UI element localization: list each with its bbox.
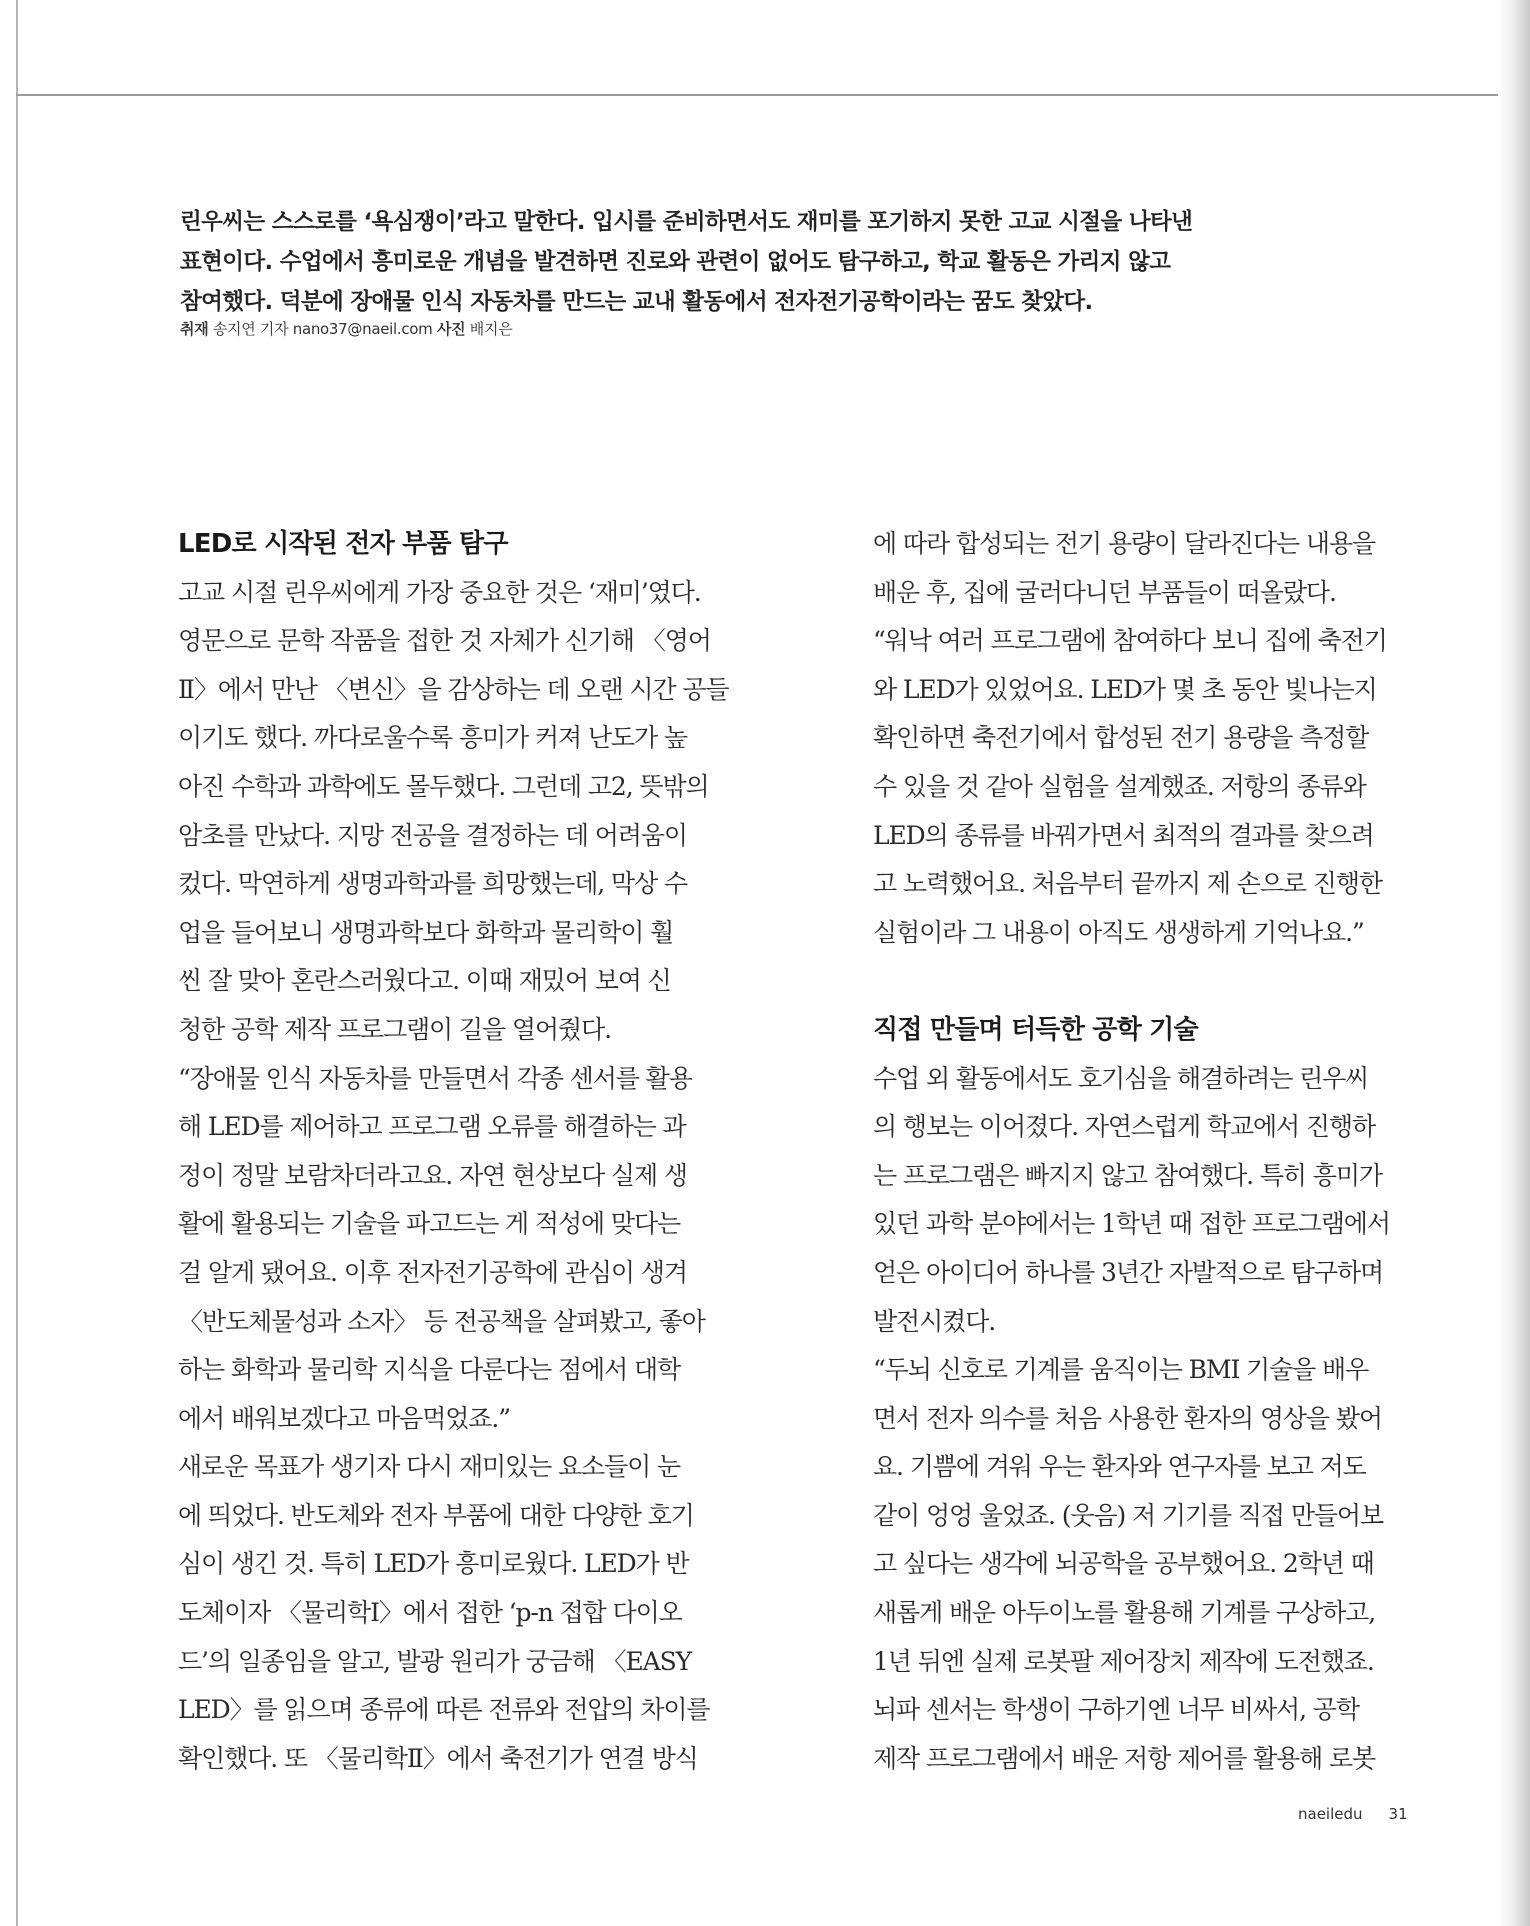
page-footer [1298,1805,1408,1823]
intro-line: 참여했다. 덕분에 장애물 인식 자동차를 만드는 교내 활동에서 전자전기공학이라는 꿈도 찾았다. [180,289,1093,315]
body-line: 컸다. 막연하게 생명과학과를 희망했는데, 막상 수 [178,869,687,899]
byline-credit [180,318,512,339]
body-line: 발전시켰다. [873,1306,996,1336]
body-line: 에 따라 합성되는 전기 용량이 달라진다는 내용을 [873,529,1376,558]
body-line: 아진 수학과 과학에도 몰두했다. 그런데 고2, 뜻밖의 [178,771,709,801]
body-line: 걸 알게 됐어요. 이후 전자전기공학에 관심이 생겨 [178,1257,687,1287]
page-number: 31 [1388,1805,1408,1823]
body-line: 뇌파 센서는 학생이 구하기엔 너무 비싸서, 공학 [873,1695,1359,1725]
body-line: 와 LED가 있었어요. LED가 몇 초 동안 빛나는지 [873,674,1377,704]
page-edge-shadow [1498,0,1530,1926]
body-line: “두뇌 신호로 기계를 움직이는 BMI 기술을 배우 [873,1355,1369,1385]
body-line: 이기도 했다. 까다로울수록 흥미가 커져 난도가 높 [178,723,687,753]
body-line: 면서 전자 의수를 처음 사용한 환자의 영상을 봤어 [873,1403,1382,1433]
body-line: 심이 생긴 것. 특히 LED가 흥미로웠다. LED가 반 [178,1549,689,1579]
body-line: 의 행보는 이어졌다. 자연스럽게 학교에서 진행하 [873,1112,1376,1142]
credit-reporter: 송지연 기자 nano37@naeil.com [208,320,437,338]
body-line: 도체이자 〈물리학Ⅰ〉에서 접한 ‘p-n 접합 다이오 [178,1598,682,1628]
body-line: 확인하면 축전기에서 합성된 전기 용량을 측정할 [873,723,1369,753]
body-line: “장애물 인식 자동차를 만들면서 각종 센서를 활용 [178,1063,692,1093]
body-line: 는 프로그램은 빠지지 않고 참여했다. 특히 흥미가 [873,1160,1382,1190]
body-line: 해 LED를 제어하고 프로그램 오류를 해결하는 과 [178,1112,686,1142]
body-line: 1년 뒤엔 실제 로봇팔 제어장치 제작에 도전했죠. [873,1646,1374,1676]
body-line: 고교 시절 린우씨에게 가장 중요한 것은 ‘재미’였다. [178,577,701,607]
body-line: 암초를 만났다. 지망 전공을 결정하는 데 어려움이 [178,820,687,850]
article-column-right [873,520,1443,1783]
intro-line: 표현이다. 수업에서 흥미로운 개념을 발견하면 진로와 관련이 없어도 탐구하고, 학교 활동은 가리지 않고 [180,249,1171,275]
credit-photographer: 배지은 [465,320,513,338]
body-line: 제작 프로그램에서 배운 저항 제어를 활용해 로봇 [873,1743,1376,1773]
section-heading: LED로 시작된 전자 부품 탐구 [178,529,508,559]
body-line: 실험이라 그 내용이 아직도 생생하게 기억나요.” [873,917,1364,947]
page-frame-left-rule [16,0,18,1926]
magazine-brand: naeiledu [1298,1805,1363,1823]
body-line: 고 노력했어요. 처음부터 끝까지 제 손으로 진행한 [873,869,1382,899]
body-line: 요. 기쁨에 겨워 우는 환자와 연구자를 보고 저도 [873,1452,1366,1482]
credit-label-interview: 취재 [180,320,209,338]
body-line: 새롭게 배운 아두이노를 활용해 기계를 구상하고, [873,1598,1376,1628]
body-line: 에 띄었다. 반도체와 전자 부품에 대한 다양한 호기 [178,1500,694,1530]
body-line: 영문으로 문학 작품을 접한 것 자체가 신기해 〈영어 [178,626,711,656]
body-line: “워낙 여러 프로그램에 참여하다 보니 집에 축전기 [873,626,1387,656]
body-line: 정이 정말 보람차더라고요. 자연 현상보다 실제 생 [178,1160,687,1190]
body-line: 얻은 아이디어 하나를 3년간 자발적으로 탐구하며 [873,1257,1384,1287]
body-line: 수 있을 것 같아 실험을 설계했죠. 저항의 종류와 [873,771,1366,801]
body-line: 확인했다. 또 〈물리학Ⅱ〉에서 축전기가 연결 방식 [178,1743,698,1773]
body-line: 배운 후, 집에 굴러다니던 부품들이 떠올랐다. [873,577,1336,607]
body-line: LED의 종류를 바꿔가면서 최적의 결과를 찾으려 [873,820,1374,850]
body-line: 에서 배워보겠다고 마음먹었죠.” [178,1403,510,1433]
body-line: 고 싶다는 생각에 뇌공학을 공부했어요. 2학년 때 [873,1549,1374,1579]
body-line: 〈반도체물성과 소자〉 등 전공책을 살펴봤고, 좋아 [178,1306,705,1336]
body-line: 청한 공학 제작 프로그램이 길을 열어줬다. [178,1014,611,1044]
credit-label-photo: 사진 [436,320,466,338]
intro-line: 린우씨는 스스로를 ‘욕심쟁이’라고 말한다. 입시를 준비하면서도 재미를 포기하지 못한 고교 시절을 나타낸 [180,209,1193,235]
intro-lead [180,202,1280,322]
page-frame-top-rule [16,94,1530,96]
section-heading: 직접 만들며 터득한 공학 기술 [873,1014,1198,1045]
body-line: 하는 화학과 물리학 지식을 다룬다는 점에서 대학 [178,1355,681,1385]
body-line: 활에 활용되는 기술을 파고드는 게 적성에 맞다는 [178,1209,681,1239]
body-line: 씬 잘 맞아 혼란스러웠다고. 이때 재밌어 보여 신 [178,966,671,996]
body-line: 같이 엉엉 울었죠. (웃음) 저 기기를 직접 만들어보 [873,1500,1384,1530]
section-spacer [873,957,1443,1006]
body-line: Ⅱ〉에서 만난 〈변신〉을 감상하는 데 오랜 시간 공들 [178,674,729,704]
body-line: 있던 과학 분야에서는 1학년 때 접한 프로그램에서 [873,1209,1390,1239]
body-line: 드’의 일종임을 알고, 발광 원리가 궁금해 〈EASY [178,1646,692,1676]
body-line: 수업 외 활동에서도 호기심을 해결하려는 린우씨 [873,1063,1369,1093]
body-line: 새로운 목표가 생기자 다시 재미있는 요소들이 눈 [178,1452,681,1482]
article-column-left [178,520,748,1783]
body-line: 업을 들어보니 생명과학보다 화학과 물리학이 훨 [178,917,674,947]
body-line: LED〉를 읽으며 종류에 따른 전류와 전압의 차이를 [178,1695,710,1725]
